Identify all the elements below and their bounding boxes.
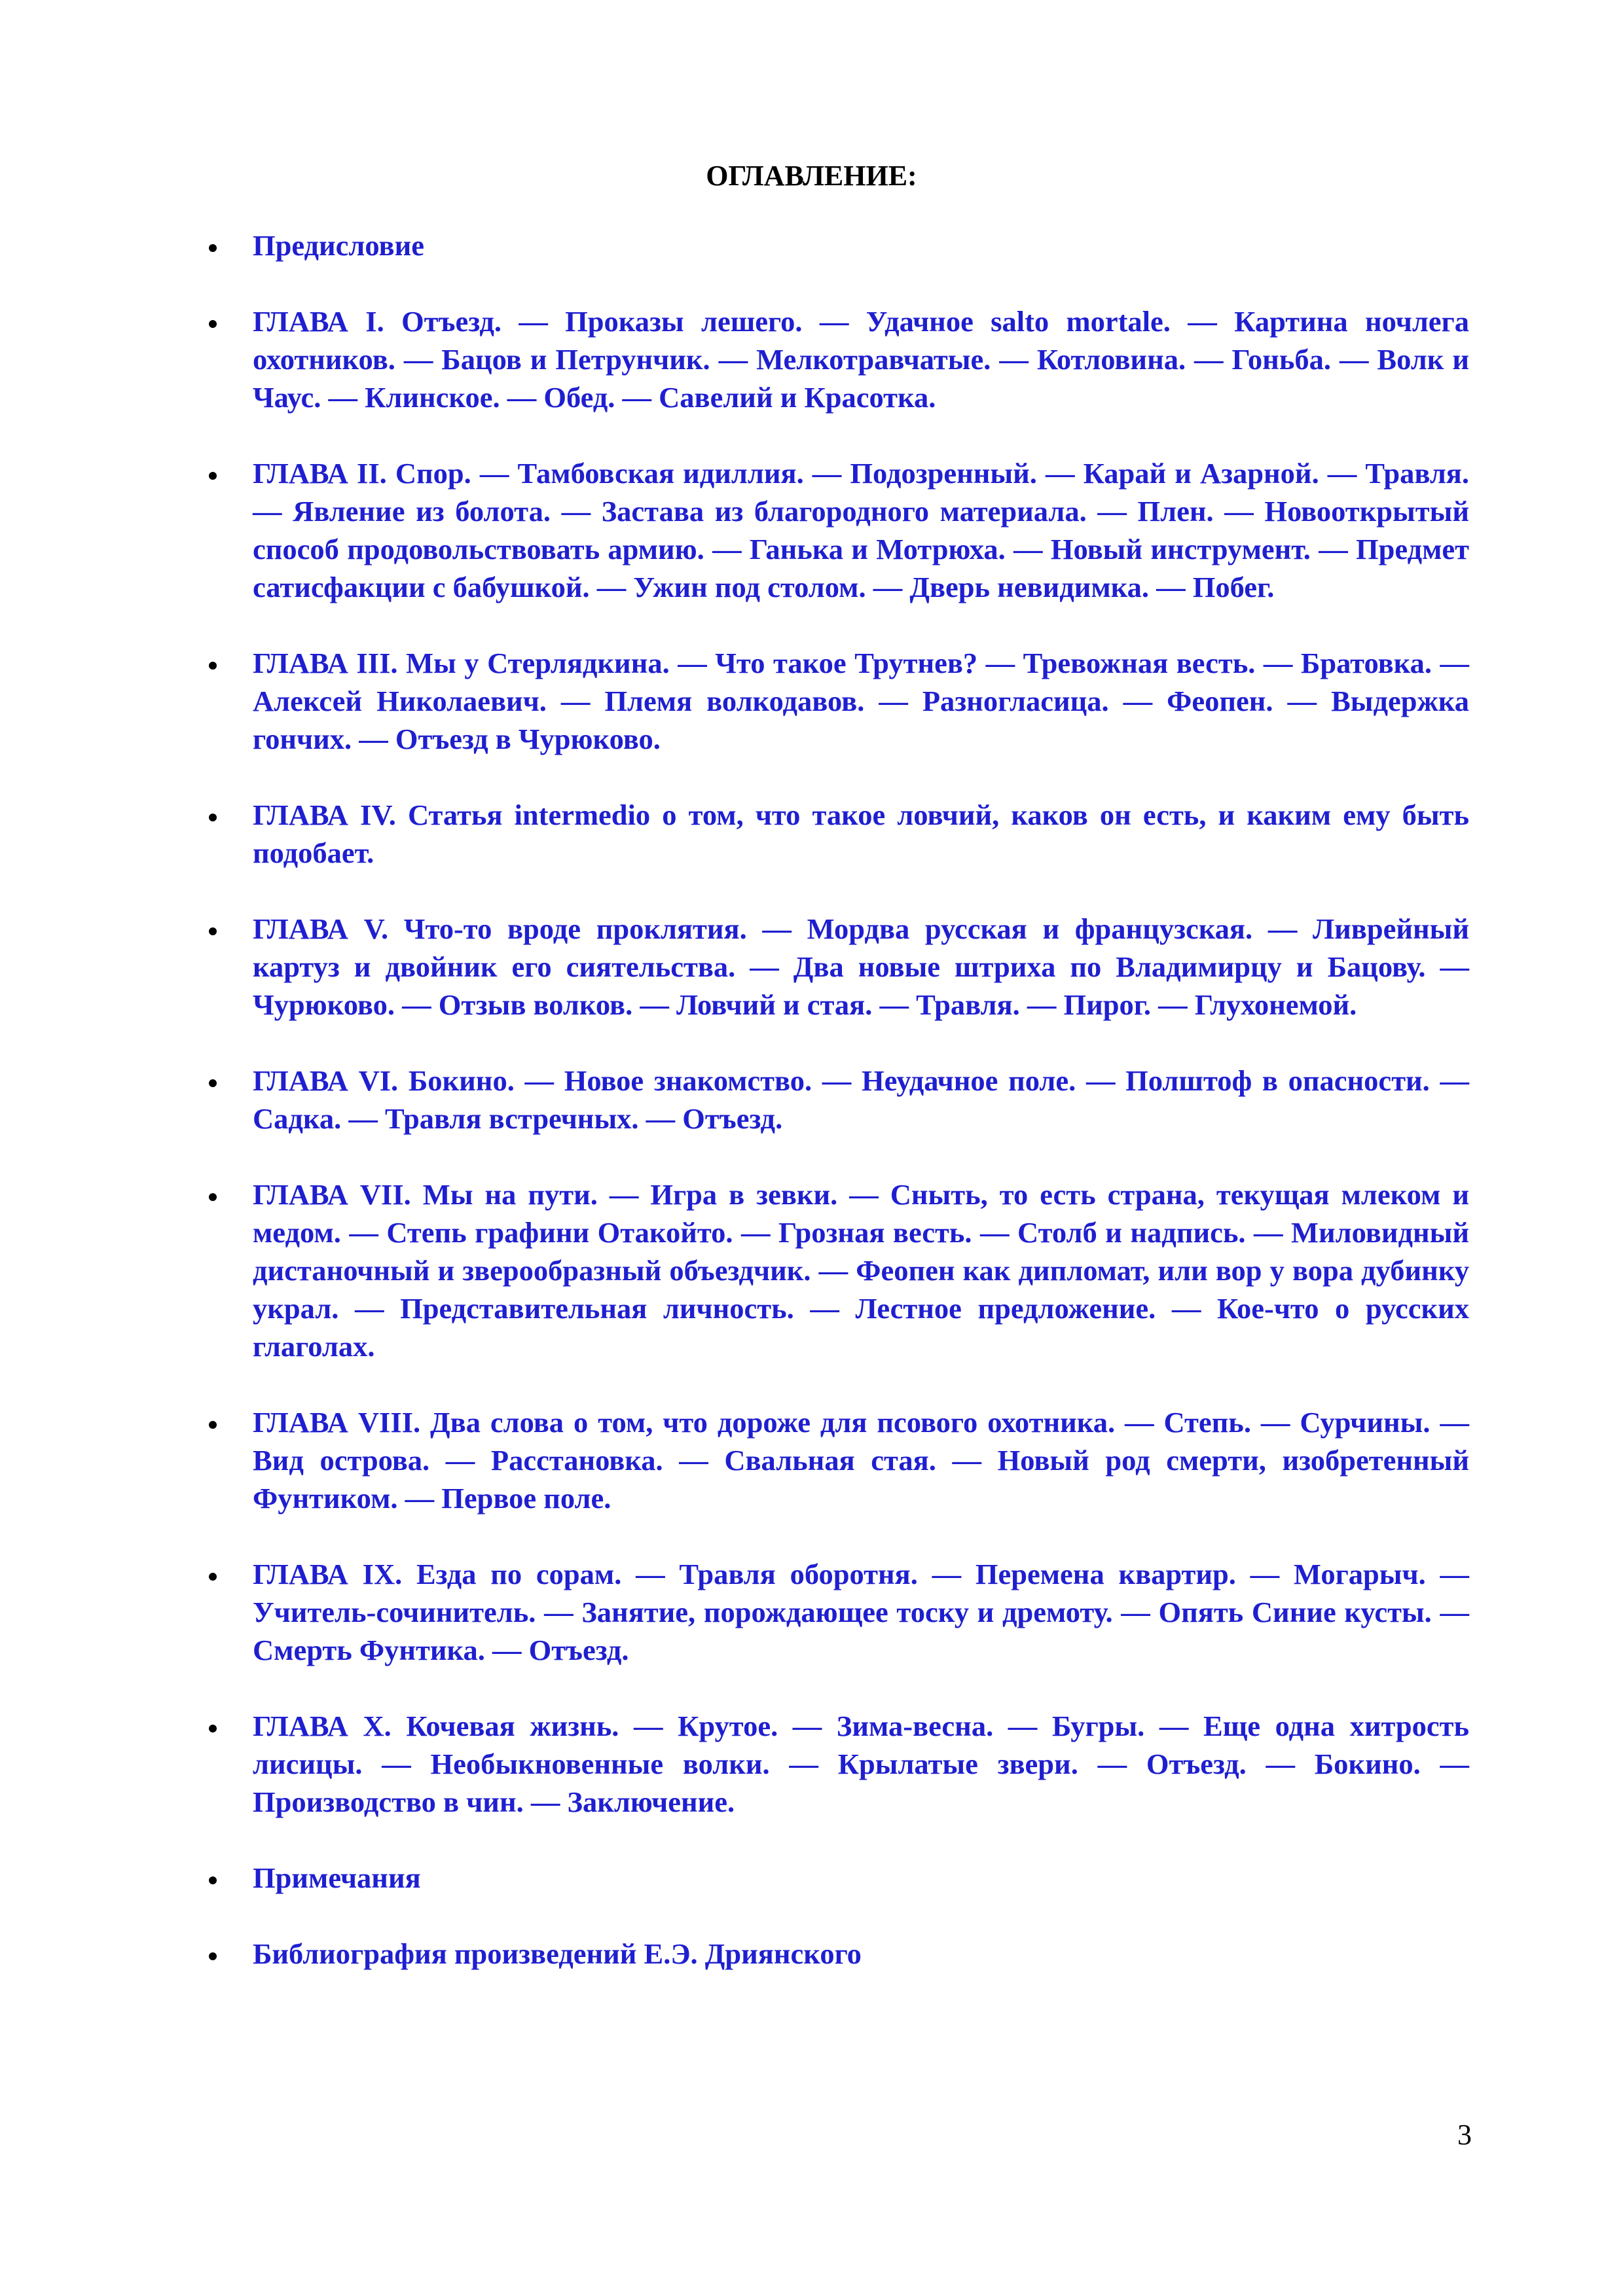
toc-link-chapter-3[interactable]: ГЛАВА III. Мы у Стерлядкина. — Что такое Трутнев? — Тревожная весть. — Братовка. — Алексей Николаевич. — Племя волкодавов. — Разногласица. — Феопен. — Выдержка гончих. — Отъезд в Чурюково.	[253, 647, 1469, 755]
toc-link-bibliography[interactable]: Библиография произведений Е.Э. Дриянского	[253, 1937, 862, 1970]
toc-item-chapter-7	[253, 1175, 1469, 1365]
bullet-icon	[209, 1193, 217, 1201]
toc-item-chapter-10	[253, 1707, 1469, 1821]
toc-link-chapter-7[interactable]: ГЛАВА VII. Мы на пути. — Игра в зевки. — Сныть, то есть страна, текущая млеком и медом. — Степь графини Отакойто. — Грозная весть. — Столб и надпись. — Миловидный дистаночный и зверообразный объездчик. — Феопен как дипломат, или вор у вора дубинку украл. — Представительная личность. — Лестное предложение. — Кое-что о русских глаголах.	[253, 1178, 1469, 1363]
toc-item-preface	[253, 226, 1469, 264]
toc-link-chapter-1[interactable]: ГЛАВА I. Отъезд. — Проказы лешего. — Удачное salto mortale. — Картина ночлега охотников. — Бацов и Петрунчик. — Мелкотравчатые. — Котловина. — Гоньба. — Волк и Чаус. — Клинское. — Обед. — Савелий и Красотка.	[253, 305, 1469, 414]
toc-item-chapter-8	[253, 1403, 1469, 1517]
toc-item-chapter-6	[253, 1062, 1469, 1138]
bullet-icon	[209, 662, 217, 670]
page-number: 3	[1457, 2119, 1472, 2151]
toc-link-preface[interactable]: Предисловие	[253, 229, 424, 262]
bullet-icon	[209, 1952, 217, 1960]
toc-item-chapter-9	[253, 1555, 1469, 1669]
toc-item-chapter-5	[253, 910, 1469, 1024]
toc-item-chapter-2	[253, 454, 1469, 606]
toc-link-chapter-10[interactable]: ГЛАВА X. Кочевая жизнь. — Крутое. — Зима-весна. — Бугры. — Еще одна хитрость лисицы. — Необыкновенные волки. — Крылатые звери. — Отъезд. — Бокино. — Производство в чин. — Заключение.	[253, 1710, 1469, 1818]
toc-item-chapter-1	[253, 302, 1469, 416]
bullet-icon	[209, 472, 217, 480]
toc-link-notes[interactable]: Примечания	[253, 1861, 421, 1894]
toc-item-chapter-4	[253, 796, 1469, 872]
toc-item-notes	[253, 1859, 1469, 1897]
toc-link-chapter-9[interactable]: ГЛАВА IX. Езда по сорам. — Травля оборотня. — Перемена квартир. — Могарыч. — Учитель-сочинитель. — Занятие, порождающее тоску и дремоту. — Опять Синие кусты. — Смерть Фунтика. — Отъезд.	[253, 1558, 1469, 1666]
toc-link-chapter-6[interactable]: ГЛАВА VI. Бокино. — Новое знакомство. — Неудачное поле. — Полштоф в опасности. — Садка. — Травля встречных. — Отъезд.	[253, 1064, 1469, 1135]
toc-link-chapter-5[interactable]: ГЛАВА V. Что-то вроде проклятия. — Мордва русская и французская. — Ливрейный картуз и двойник его сиятельства. — Два новые штриха по Владимирцу и Бацову. — Чурюково. — Отзыв волков. — Ловчий и стая. — Травля. — Пирог. — Глухонемой.	[253, 912, 1469, 1021]
toc-item-chapter-3	[253, 644, 1469, 758]
bullet-icon	[209, 1725, 217, 1732]
bullet-icon	[209, 1573, 217, 1581]
bullet-icon	[209, 927, 217, 935]
bullet-icon	[209, 1876, 217, 1884]
bullet-icon	[209, 1421, 217, 1429]
bullet-icon	[209, 244, 217, 252]
bullet-icon	[209, 814, 217, 821]
toc-link-chapter-8[interactable]: ГЛАВА VIII. Два слова о том, что дороже для псового охотника. — Степь. — Сурчины. — Вид острова. — Расстановка. — Свальная стая. — Новый род смерти, изобретенный Фунтиком. — Первое поле.	[253, 1406, 1469, 1515]
bullet-icon	[209, 1079, 217, 1087]
table-of-contents	[253, 226, 1469, 2011]
page-title: ОГЛАВЛЕНИЕ:	[706, 160, 917, 192]
toc-link-chapter-4[interactable]: ГЛАВА IV. Статья intermedio о том, что такое ловчий, каков он есть, и каким ему быть подобает.	[253, 798, 1469, 869]
toc-link-chapter-2[interactable]: ГЛАВА II. Спор. — Тамбовская идиллия. — Подозренный. — Карай и Азарной. — Травля. — Явление из болота. — Застава из благородного материала. — Плен. — Новооткрытый способ продовольствовать армию. — Ганька и Мотрюха. — Новый инструмент. — Предмет сатисфакции с бабушкой. — Ужин под столом. — Дверь невидимка. — Побег.	[253, 457, 1469, 603]
toc-item-bibliography	[253, 1935, 1469, 1973]
bullet-icon	[209, 320, 217, 328]
